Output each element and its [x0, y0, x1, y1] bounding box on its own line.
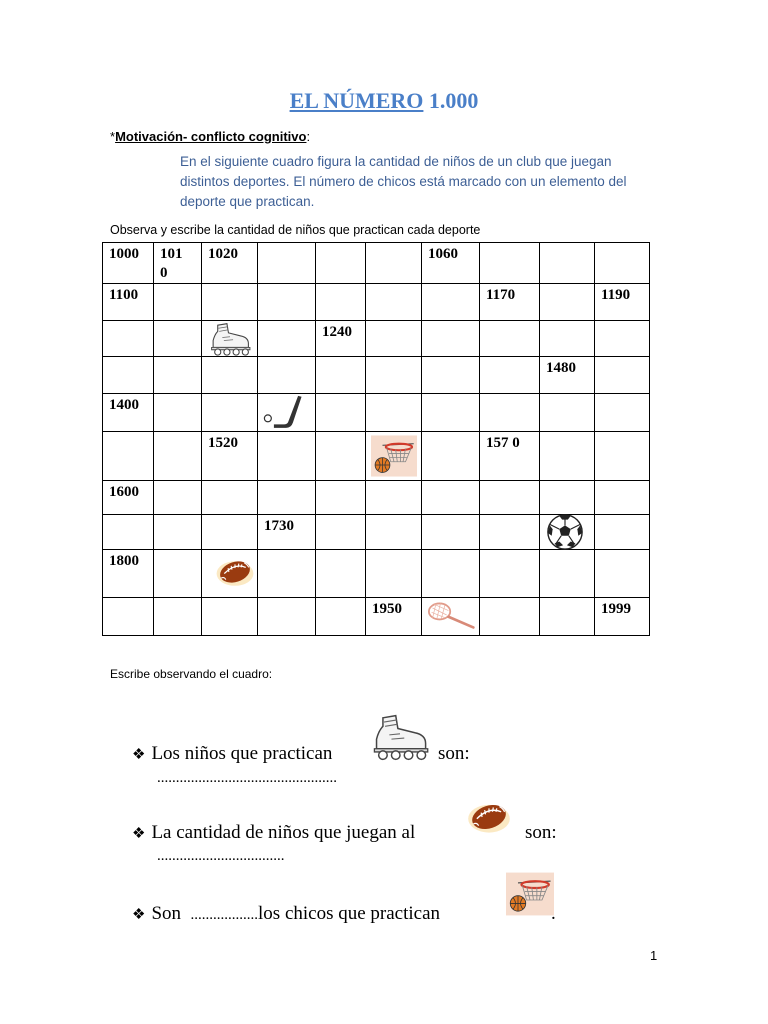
grid-row: [103, 598, 650, 636]
grid-cell: [258, 432, 316, 481]
grid-cell: [154, 357, 202, 394]
grid-cell: [316, 550, 366, 598]
grid-cell-value: [480, 598, 539, 600]
number-grid: [102, 242, 650, 636]
grid-cell-value: [595, 243, 649, 245]
grid-cell-value: 1730: [264, 518, 294, 534]
grid-cell-value: [258, 550, 315, 552]
grid-cell: [103, 481, 154, 515]
grid-cell: [316, 598, 366, 636]
grid-cell: [316, 357, 366, 394]
grid-cell: [422, 321, 480, 357]
grid-cell: [103, 432, 154, 481]
grid-cell-value: [422, 432, 479, 434]
grid-cell-value: [154, 515, 201, 517]
grid-cell: [540, 357, 595, 394]
bullet-3-son: Son: [151, 903, 182, 924]
grid-cell: [103, 550, 154, 598]
grid-cell-value: [480, 321, 539, 323]
roller-skate-icon: [207, 322, 253, 356]
grid-cell-value: [202, 284, 257, 286]
grid-cell: [480, 598, 540, 636]
grid-cell-value: [154, 432, 201, 434]
grid-cell-value: [202, 598, 257, 600]
grid-cell-value: [422, 357, 479, 359]
grid-cell-value: [316, 598, 365, 600]
hockey-stick-icon: [260, 395, 312, 433]
grid-cell: [202, 432, 258, 481]
grid-cell-value: 101 0: [160, 246, 183, 281]
grid-cell: [202, 243, 258, 284]
grid-cell: [154, 598, 202, 636]
grid-cell-value: [595, 481, 649, 483]
diamond-bullet-icon: ❖: [132, 747, 146, 763]
grid-cell: [480, 481, 540, 515]
grid-cell-value: [258, 598, 315, 600]
grid-cell-value: [366, 394, 421, 396]
grid-cell-value: 1000: [109, 246, 139, 262]
grid-cell: [366, 284, 422, 321]
grid-cell: [422, 598, 480, 636]
grid-cell: [258, 243, 316, 284]
grid-cell-value: [480, 550, 539, 552]
write-label: Escribe observando el cuadro:: [110, 667, 273, 681]
tennis-racket-icon: [425, 599, 479, 631]
grid-cell: [103, 321, 154, 357]
intro-paragraph: En el siguiente cuadro figura la cantidad de niños de un club que juegan distintos deportes. El número de chicos está marcado con un elemento del deporte que practican.: [180, 154, 627, 209]
grid-cell-value: [103, 357, 153, 359]
motivation-label: Motivación- conflicto cognitivo: [115, 129, 307, 144]
bullet-basketball: [132, 903, 440, 925]
grid-cell-value: [103, 598, 153, 600]
grid-cell: [540, 432, 595, 481]
grid-cell-value: [595, 357, 649, 359]
grid-cell-value: [258, 321, 315, 323]
grid-cell: [422, 394, 480, 432]
grid-cell: [480, 550, 540, 598]
grid-cell: [480, 432, 540, 481]
motivation-prefix: *: [110, 129, 116, 144]
grid-cell-value: [154, 321, 201, 323]
grid-cell-value: [202, 357, 257, 359]
answer-blank-2: ..................................: [157, 848, 285, 864]
grid-cell-value: [480, 394, 539, 396]
grid-cell-value: [366, 550, 421, 552]
grid-cell-value: [422, 515, 479, 517]
grid-cell: [595, 321, 650, 357]
grid-cell-value: [258, 481, 315, 483]
grid-cell-value: [258, 357, 315, 359]
basketball-hoop-icon: [506, 872, 554, 916]
grid-cell: [316, 284, 366, 321]
title-rest: 1.000: [423, 88, 479, 113]
grid-cell: [595, 598, 650, 636]
grid-cell-value: [480, 243, 539, 245]
grid-cell-value: [595, 432, 649, 434]
grid-cell: [154, 321, 202, 357]
grid-cell: [202, 515, 258, 550]
grid-cell: [422, 357, 480, 394]
grid-cell-value: [154, 357, 201, 359]
grid-cell-value: [202, 550, 257, 552]
grid-cell: [480, 357, 540, 394]
basketball-hoop-icon: [371, 434, 417, 478]
grid-cell-value: 1950: [372, 601, 402, 617]
grid-cell: [316, 243, 366, 284]
grid-cell: [202, 321, 258, 357]
grid-cell-value: [595, 321, 649, 323]
grid-cell-value: [540, 394, 594, 396]
grid-cell-value: 1800: [109, 553, 139, 569]
grid-cell-value: [422, 284, 479, 286]
grid-cell: [595, 284, 650, 321]
grid-cell: [316, 515, 366, 550]
grid-cell-value: [202, 394, 257, 396]
bullet-football: [132, 822, 415, 844]
grid-cell: [103, 598, 154, 636]
grid-cell: [595, 550, 650, 598]
grid-cell: [540, 243, 595, 284]
motivation-suffix: :: [306, 129, 311, 144]
football-icon: [463, 796, 515, 838]
grid-cell: [366, 550, 422, 598]
grid-cell: [258, 598, 316, 636]
grid-row: [103, 550, 650, 598]
grid-cell-value: [316, 515, 365, 517]
grid-cell-value: [366, 321, 421, 323]
grid-cell-value: [366, 515, 421, 517]
grid-cell: [366, 321, 422, 357]
grid-cell: [366, 481, 422, 515]
motivation-heading: [110, 129, 310, 144]
grid-cell-value: 1240: [322, 324, 352, 340]
diamond-bullet-icon: ❖: [132, 907, 146, 923]
grid-row: [103, 432, 650, 481]
grid-cell: [202, 598, 258, 636]
grid-cell: [422, 550, 480, 598]
grid-cell: [154, 550, 202, 598]
bullet-2-text: La cantidad de niños que juegan al: [151, 822, 416, 843]
grid-cell-value: [480, 357, 539, 359]
grid-cell: [258, 481, 316, 515]
grid-cell: [316, 481, 366, 515]
grid-cell: [316, 394, 366, 432]
grid-cell: [422, 432, 480, 481]
grid-cell-value: [316, 284, 365, 286]
grid-cell: [595, 515, 650, 550]
grid-cell-value: [154, 550, 201, 552]
grid-cell: [258, 394, 316, 432]
grid-cell-value: [540, 321, 594, 323]
grid-cell: [595, 481, 650, 515]
grid-cell: [595, 243, 650, 284]
grid-cell-value: [316, 357, 365, 359]
grid-cell: [202, 394, 258, 432]
grid-cell: [103, 394, 154, 432]
grid-cell: [202, 550, 258, 598]
grid-cell-value: [540, 243, 594, 245]
page-title: [0, 88, 768, 114]
grid-cell-value: [422, 394, 479, 396]
grid-row: [103, 481, 650, 515]
grid-cell-value: 1999: [601, 601, 631, 617]
grid-cell: [480, 243, 540, 284]
grid-cell: [202, 357, 258, 394]
grid-cell: [103, 515, 154, 550]
grid-cell-value: [366, 243, 421, 245]
grid-cell: [540, 598, 595, 636]
bullet-2-after: son:: [525, 822, 557, 843]
grid-cell: [595, 357, 650, 394]
grid-cell: [103, 284, 154, 321]
bullet-3-after: .: [551, 903, 556, 924]
grid-cell: [366, 357, 422, 394]
grid-cell-value: [422, 481, 479, 483]
grid-cell-value: [422, 321, 479, 323]
grid-cell-value: [154, 284, 201, 286]
bullet-3-text: los chicos que practican: [258, 903, 441, 924]
grid-cell: [154, 481, 202, 515]
grid-cell: [480, 394, 540, 432]
grid-cell: [154, 432, 202, 481]
grid-cell-value: [540, 284, 594, 286]
grid-cell: [258, 550, 316, 598]
grid-cell: [480, 515, 540, 550]
grid-cell-value: 1600: [109, 484, 139, 500]
grid-cell: [540, 515, 595, 550]
grid-cell: [366, 515, 422, 550]
grid-cell: [202, 284, 258, 321]
grid-cell-value: [366, 284, 421, 286]
grid-row: [103, 243, 650, 284]
grid-cell: [480, 284, 540, 321]
bullet-skates: [132, 743, 332, 765]
grid-cell-value: [103, 321, 153, 323]
grid-cell-value: [258, 243, 315, 245]
grid-cell-value: 1020: [208, 246, 238, 262]
grid-cell: [422, 481, 480, 515]
grid-row: [103, 321, 650, 357]
grid-cell: [540, 550, 595, 598]
grid-cell-value: [154, 598, 201, 600]
grid-cell-value: 1100: [109, 287, 139, 303]
grid-row: [103, 394, 650, 432]
football-icon: [212, 554, 258, 590]
grid-cell: [258, 321, 316, 357]
grid-cell-value: [540, 432, 594, 434]
grid-cell-value: [540, 481, 594, 483]
grid-cell: [540, 481, 595, 515]
grid-cell: [258, 284, 316, 321]
grid-cell-value: [316, 394, 365, 396]
grid-cell-value: [103, 515, 153, 517]
grid-cell-value: 1170: [486, 287, 516, 303]
grid-row: [103, 515, 650, 550]
grid-cell-value: [366, 481, 421, 483]
grid-cell: [366, 598, 422, 636]
grid-row: [103, 357, 650, 394]
grid-cell-value: [202, 515, 257, 517]
grid-cell: [540, 284, 595, 321]
grid-cell: [540, 394, 595, 432]
bullet-1-text: Los niños que practican: [151, 743, 333, 764]
grid-cell-value: [595, 550, 649, 552]
page-number: 1: [650, 948, 658, 963]
grid-cell-value: [595, 394, 649, 396]
grid-cell-value: 1480: [546, 360, 576, 376]
grid-cell: [480, 321, 540, 357]
grid-cell: [422, 243, 480, 284]
bullet-1-after: son:: [438, 743, 470, 764]
grid-cell: [154, 515, 202, 550]
grid-cell-value: [154, 481, 201, 483]
grid-row: [103, 284, 650, 321]
grid-cell-value: [480, 515, 539, 517]
grid-cell: [316, 432, 366, 481]
grid-cell-value: [595, 515, 649, 517]
grid-cell-value: [154, 394, 201, 396]
grid-cell-value: [316, 550, 365, 552]
grid-cell-value: 1400: [109, 397, 139, 413]
roller-skate-icon: [368, 712, 432, 762]
soccer-ball-icon: [546, 513, 584, 551]
grid-cell: [540, 321, 595, 357]
grid-cell-value: [202, 481, 257, 483]
grid-cell-value: [316, 243, 365, 245]
grid-cell: [154, 284, 202, 321]
grid-cell: [103, 357, 154, 394]
grid-cell-value: [480, 481, 539, 483]
grid-cell-value: [258, 284, 315, 286]
grid-cell-value: [540, 598, 594, 600]
instruction-text: Observa y escribe la cantidad de niños que practican cada deporte: [110, 223, 481, 237]
grid-cell: [422, 284, 480, 321]
grid-cell: [202, 481, 258, 515]
grid-cell-value: [103, 432, 153, 434]
grid-cell-value: 157 0: [486, 435, 520, 451]
grid-cell: [258, 357, 316, 394]
grid-cell-value: 1190: [601, 287, 631, 303]
grid-cell-value: [366, 357, 421, 359]
grid-cell-value: [316, 481, 365, 483]
grid-cell-value: [316, 432, 365, 434]
grid-cell: [595, 394, 650, 432]
grid-cell-value: 1060: [428, 246, 458, 262]
answer-blank-3: ..................: [190, 907, 259, 923]
grid-cell-value: 1520: [208, 435, 238, 451]
diamond-bullet-icon: ❖: [132, 826, 146, 842]
grid-cell-value: [422, 550, 479, 552]
grid-cell: [366, 243, 422, 284]
grid-cell: [366, 394, 422, 432]
grid-cell: [422, 515, 480, 550]
grid-cell: [258, 515, 316, 550]
grid-cell: [154, 394, 202, 432]
grid-cell: [154, 243, 202, 284]
grid-cell: [103, 243, 154, 284]
grid-cell: [595, 432, 650, 481]
answer-blank-1: ................................................: [157, 770, 337, 786]
title-underlined: EL NÚMERO: [289, 88, 424, 113]
grid-cell: [316, 321, 366, 357]
grid-cell: [366, 432, 422, 481]
